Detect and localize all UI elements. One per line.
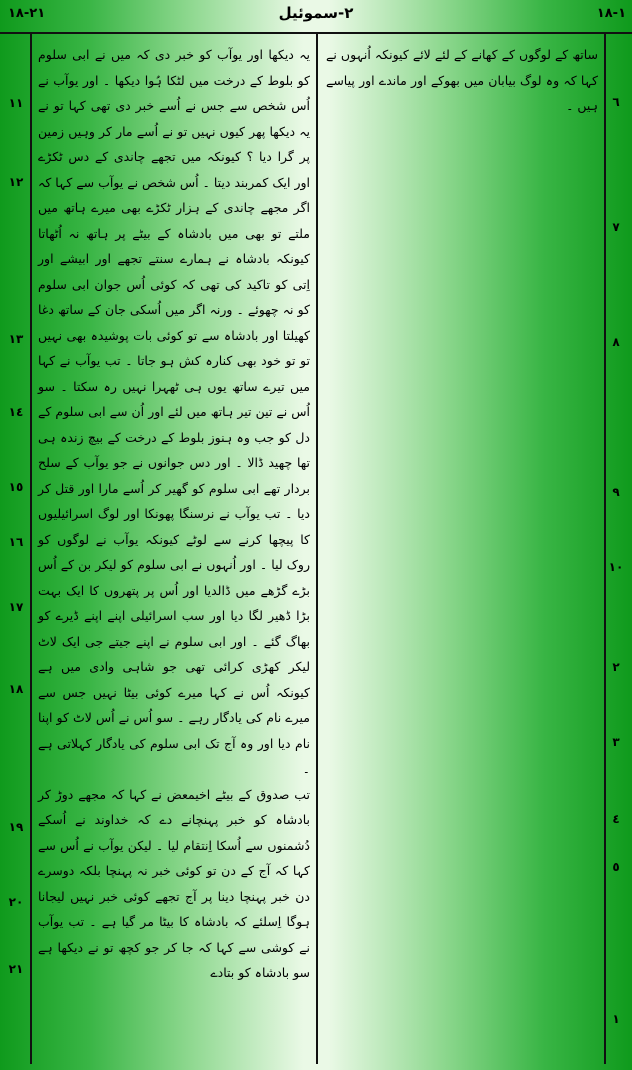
verse-number: ١: [612, 1012, 620, 1026]
verse-number: ١٠: [608, 560, 624, 574]
verse-number: ٧: [612, 220, 620, 234]
left-column-text-1: یہ دیکھا اور یوآب کو خبر دی کہ میں نے ابی سلوم کو بلوط کے درخت میں لٹکا ہُوا دیکھا ۔ اور یوآب نے اُس شخص سے جس نے اُسے خبر دی تھی کہا تو نے یہ دیکھا پھر کیوں نہیں تو نے اُسے مار کر وہیں زمین پر گرا دیا ؟ کیونکہ میں تجھے چاندی کے دس ٹکڑے اور ایک کمربند دیتا ۔ اُس شخص نے یوآب سے کہا کہ اگر مجھے چاندی کے ہزار ٹکڑے بھی میرے ہاتھ میں ملتے تو بھی میں بادشاہ کے بیٹے پر ہاتھ نہ اُٹھاتا کیونکہ بادشاہ نے ہمارے سنتے تجھے اور ابیشے اور اِتی کو تاکید کی تھی کہ کوئی اُس جوان ابی سلوم کو نہ چھوئے ۔ ورنہ اگر میں اُسکی جان کے ساتھ دغا کھیلتا اور بادشاہ سے تو کوئی بات پوشیدہ بھی نہیں تو تو خود بھی کنارہ کش ہو جاتا ۔ تب یوآب نے کہا میں تیرے ساتھ یوں ہی ٹھہرا نہیں رہ سکتا ۔ سو اُس نے تین تیر ہاتھ میں لئے اور اُن سے ابی سلوم کے دل کو جب وہ ہنوز بلوط کے درخت کے بیچ زندہ ہی تھا چھید ڈالا ۔ اور دس جوانوں نے جو یوآب کے سلح بردار تھے ابی سلوم کو گھیر کر اُسے مارا اور قتل کر دیا ۔ تب یوآب نے نرسنگا پھونکا اور لوگ اسرائیلیوں کا پیچھا کرنے سے لوٹے کیونکہ یوآب نے لوگوں کو روک لیا ۔ اور اُنہوں نے ابی سلوم کو لیکر بن کے اُس بڑے گڑھے میں ڈالدیا اور اُس پر پتھروں کا ایک بہت بڑا ڈھیر لگا دیا اور سب اسرائیلی اپنے اپنے ڈیرے کو بھاگ گئے ۔ اور ابی سلوم نے اپنے جیتے جی ایک لاٹ لیکر کھڑی کرائی تھی جو شاہی وادی میں ہے کیونکہ اُس نے کہا میرے کوئی بیٹا نہیں جس سے میرے نام کی یادگار رہے ۔ سو اُس نے اُس لاٹ کو اپنا نام دیا اور وہ آج تک ابی سلوم کی یادگار کہلاتی ہے ۔: [38, 47, 310, 776]
column-divider: [316, 34, 318, 1064]
chapter-verse-range-left: ٢١-١٨: [8, 6, 46, 21]
verse-number: ٣: [612, 735, 620, 749]
verse-number: ٢: [612, 660, 620, 674]
right-text-column: [326, 42, 598, 119]
page-header: [0, 0, 632, 34]
chapter-verse-range-right: ١-١٨: [596, 6, 626, 21]
verse-number: ١١: [8, 96, 24, 110]
left-text-column: [38, 42, 310, 986]
verse-number: ١٧: [8, 600, 24, 614]
verse-number: ٢١: [8, 962, 24, 976]
verse-number: ١٩: [8, 820, 24, 834]
book-title: ٢-سموئیل: [278, 4, 354, 22]
verse-number: ٦: [612, 95, 620, 109]
verse-number: ٢٠: [8, 895, 24, 909]
verse-number: ٤: [612, 812, 620, 826]
verse-number: ١٤: [8, 405, 24, 419]
left-column-text-2: تب صدوق کے بیٹے اخیمعض نے کہا کہ مجھے دوڑ کر بادشاہ کو خبر پہنچانے دے کہ خداوند نے اُسکے دُشمنوں سے اُسکا اِنتقام لیا ۔ لیکن یوآب نے اُس سے کہا کہ آج کے دن تو کوئی خبر نہ پہنچا بلکہ دوسرے دن خبر پہنچا دینا پر آج تجھے کوئی خبر نہیں لیجانا ہوگا اِسلئے کہ بادشاہ کا بیٹا مر گیا ہے ۔ تب یوآب نے کوشی سے کہا کہ جا کر جو کچھ تو نے دیکھا ہے سو بادشاہ کو بتادے: [38, 786, 310, 980]
verse-number: ٨: [612, 335, 620, 349]
right-column-text: ساتھ کے لوگوں کے کھانے کے لئے لائے کیونکہ اُنہوں نے کہا کہ وہ لوگ بیابان میں بھوکے اور ماندے اور پیاسے ہیں ۔: [326, 47, 598, 113]
verse-number: ١٥: [8, 480, 24, 494]
verse-number: ٩: [612, 485, 620, 499]
verse-number: ٥: [612, 860, 620, 874]
verse-number: ١٨: [8, 682, 24, 696]
verse-number: ١٢: [8, 175, 24, 189]
verse-number: ١٣: [8, 332, 24, 346]
verse-number: ١٦: [8, 535, 24, 549]
